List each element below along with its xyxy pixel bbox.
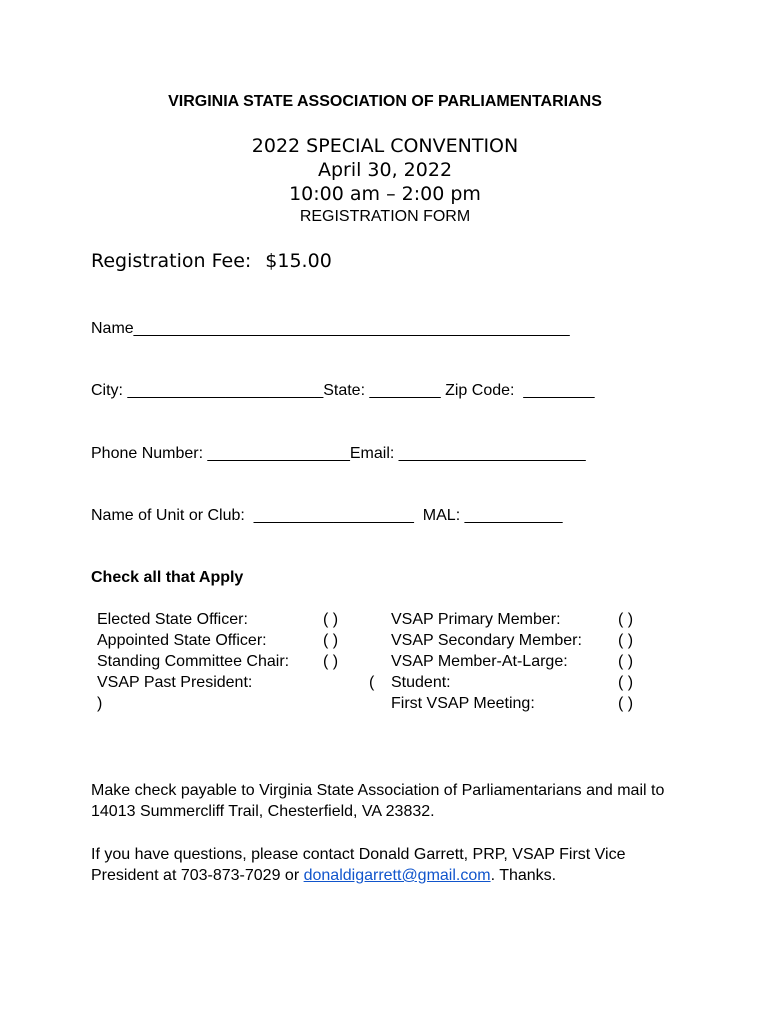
option-checkbox[interactable]: ( )	[618, 653, 634, 670]
option-checkbox[interactable]: ( )	[618, 611, 634, 628]
contact-instructions	[91, 844, 691, 886]
option-label: Student:	[391, 674, 451, 691]
organization-title: VIRGINIA STATE ASSOCIATION OF PARLIAMENTARIANS	[168, 93, 602, 110]
option-label: VSAP Past President:	[97, 674, 253, 691]
option-checkbox-close[interactable]: )	[97, 695, 103, 712]
option-label: Elected State Officer:	[97, 611, 248, 628]
option-checkbox[interactable]: ( )	[323, 611, 339, 628]
option-label: First VSAP Meeting:	[391, 695, 535, 712]
option-label: Appointed State Officer:	[97, 632, 267, 649]
option-checkbox[interactable]: ( )	[323, 653, 339, 670]
payment-instructions: Make check payable to Virginia State Association of Parliamentarians and mail to 14013 Summercliff Trail, Chesterfield, VA 23832.	[91, 782, 665, 820]
option-checkbox-open[interactable]: (	[369, 674, 375, 691]
contact-email-link[interactable]: donaldigarrett@gmail.com	[303, 867, 491, 884]
fee-label: Registration Fee:	[91, 250, 252, 272]
option-checkbox[interactable]: ( )	[323, 632, 339, 649]
city-state-zip-field[interactable]: City: ______________________State: ________ Zip Code: ________	[91, 382, 595, 399]
option-checkbox[interactable]: ( )	[618, 674, 634, 691]
unit-club-mal-field[interactable]: Name of Unit or Club: __________________ MAL: ___________	[91, 507, 563, 524]
option-label: Standing Committee Chair:	[97, 653, 290, 670]
event-title: 2022 SPECIAL CONVENTION	[251, 135, 519, 157]
name-field[interactable]: Name_________________________________________________	[91, 320, 570, 337]
form-title: REGISTRATION FORM	[299, 208, 471, 225]
option-label: VSAP Member-At-Large:	[391, 653, 568, 670]
registration-fee	[91, 250, 332, 272]
option-label: VSAP Primary Member:	[391, 611, 561, 628]
option-checkbox[interactable]: ( )	[618, 695, 634, 712]
contact-suffix: . Thanks.	[490, 867, 557, 884]
event-date: April 30, 2022	[317, 159, 453, 181]
option-label: VSAP Secondary Member:	[391, 632, 582, 649]
contact-text: If you have questions, please contact Donald Garrett, PRP, VSAP First Vice President at 703-873-7029 or	[91, 846, 626, 884]
fee-amount: $15.00	[265, 250, 332, 272]
option-checkbox[interactable]: ( )	[618, 632, 634, 649]
phone-email-field[interactable]: Phone Number: ________________Email: _____________________	[91, 445, 586, 462]
checklist-heading: Check all that Apply	[91, 569, 244, 586]
event-time: 10:00 am – 2:00 pm	[289, 183, 481, 205]
